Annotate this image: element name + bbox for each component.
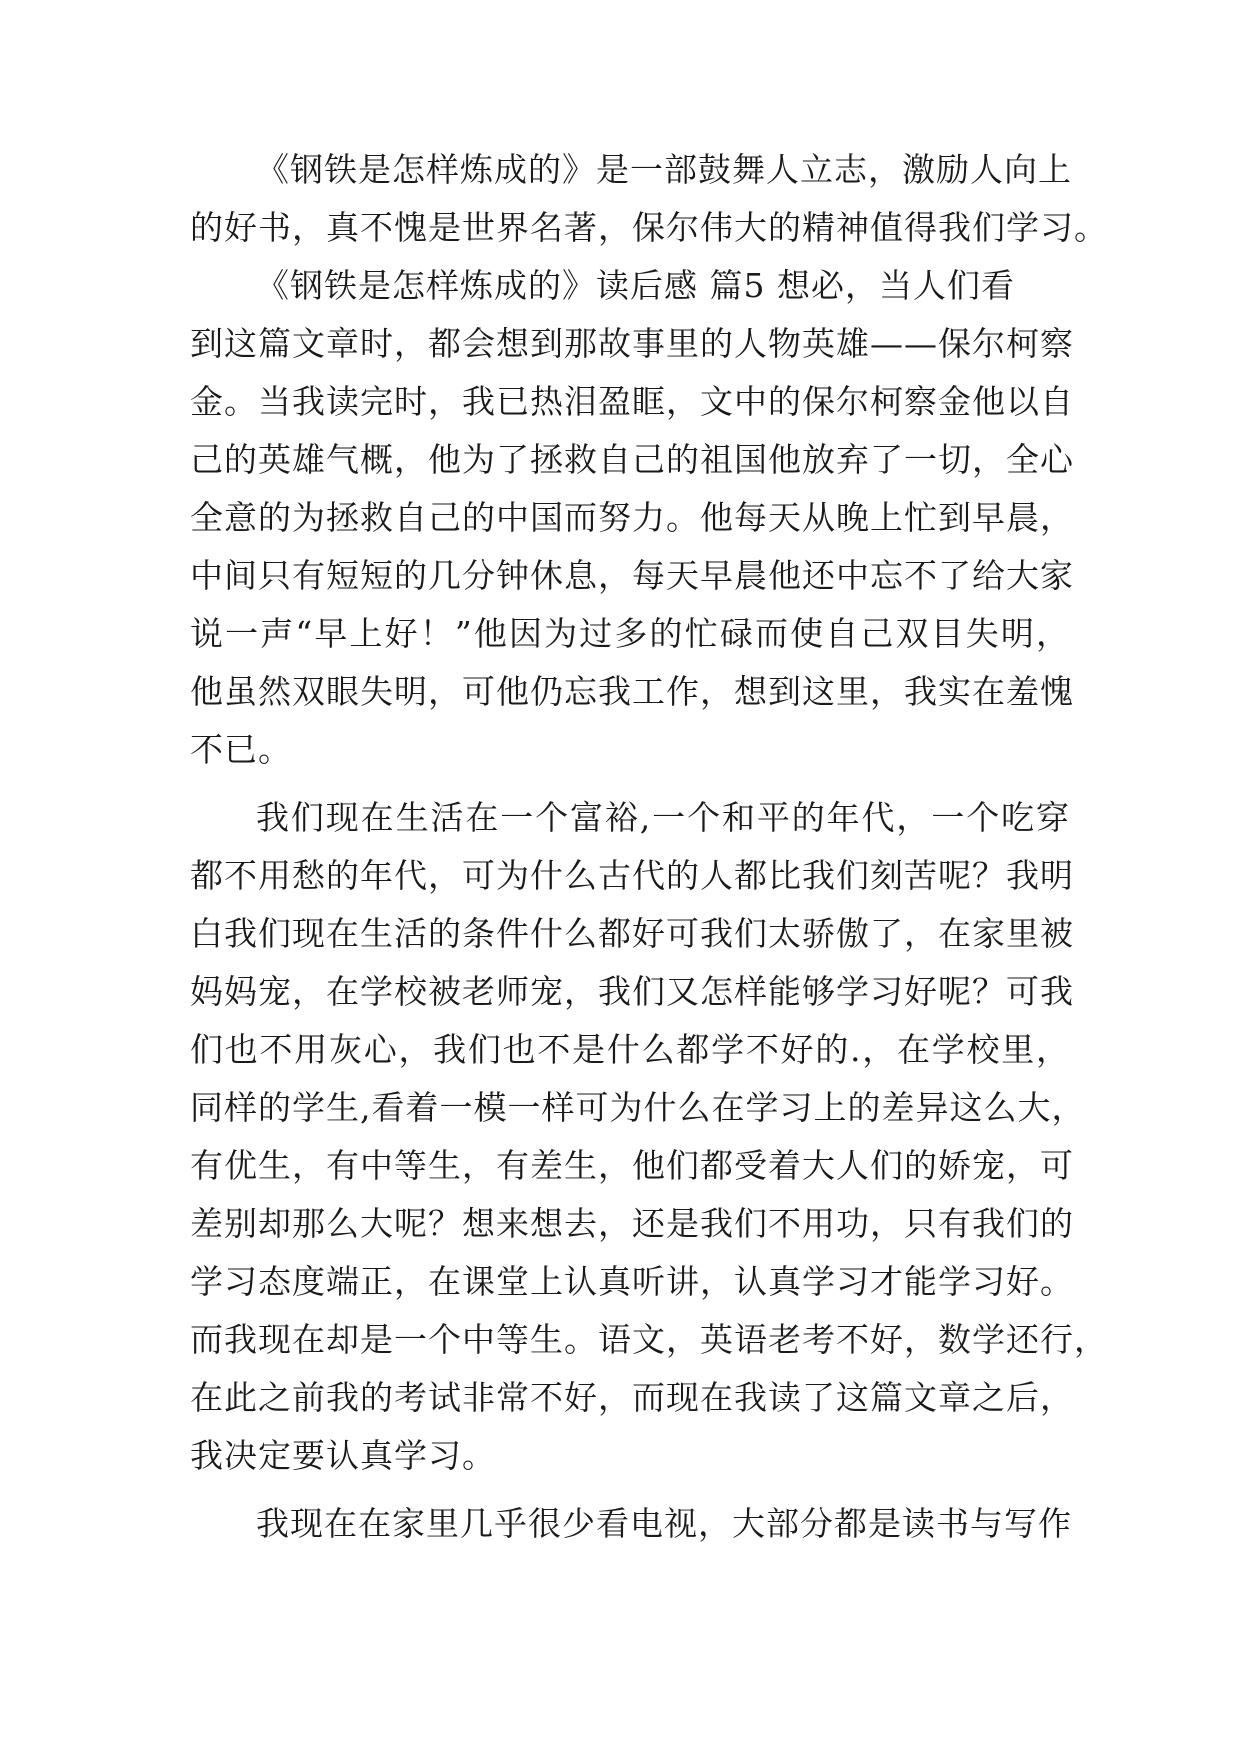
text-line: 我现在在家里几乎很少看电视，大部分都是读书与写作 bbox=[256, 1504, 1072, 1543]
text-line: 我们现在生活在一个富裕,一个和平的年代，一个吃穿 bbox=[256, 798, 1070, 837]
text-line: 有优生，有中等生，有差生，他们都受着大人们的娇宠，可 bbox=[190, 1146, 1074, 1185]
text-line: 金。当我读完时，我已热泪盈眶，文中的保尔柯察金他以自 bbox=[190, 382, 1074, 421]
text-line: 到这篇文章时，都会想到那故事里的人物英雄——保尔柯察 bbox=[190, 324, 1074, 363]
text-line: 而我现在却是一个中等生。语文，英语老考不好，数学还行， bbox=[190, 1320, 1108, 1359]
text-line: 不已。 bbox=[190, 730, 292, 769]
text-line: 差别却那么大呢？想来想去，还是我们不用功，只有我们的 bbox=[190, 1204, 1074, 1243]
text-line: 们也不用灰心，我们也不是什么都学不好的.，在学校里， bbox=[190, 1030, 1070, 1069]
text-line: 全意的为拯救自己的中国而努力。他每天从晚上忙到早晨， bbox=[190, 498, 1074, 537]
text-line: 都不用愁的年代，可为什么古代的人都比我们刻苦呢？我明 bbox=[190, 856, 1074, 895]
text-line: 中间只有短短的几分钟休息，每天早晨他还中忘不了给大家 bbox=[190, 556, 1074, 595]
text-line: 同样的学生,看着一模一样可为什么在学习上的差异这么大， bbox=[190, 1088, 1086, 1127]
text-line: 的好书，真不愧是世界名著，保尔伟大的精神值得我们学习。 bbox=[190, 208, 1108, 247]
text-line: 在此之前我的考试非常不好，而现在我读了这篇文章之后， bbox=[190, 1378, 1074, 1417]
text-line: 我决定要认真学习。 bbox=[190, 1436, 496, 1475]
text-line: 妈妈宠，在学校被老师宠，我们又怎样能够学习好呢？可我 bbox=[190, 972, 1074, 1011]
text-line: 学习态度端正，在课堂上认真听讲，认真学习才能学习好。 bbox=[190, 1262, 1074, 1301]
text-line: 说一声“早上好！”他因为过多的忙碌而使自己双目失明， bbox=[190, 614, 1070, 653]
text-line: 《钢铁是怎样炼成的》读后感 篇5 想必，当人们看 bbox=[256, 266, 1015, 305]
text-line: 己的英雄气概，他为了拯救自己的祖国他放弃了一切，全心 bbox=[190, 440, 1074, 479]
text-line: 白我们现在生活的条件什么都好可我们太骄傲了，在家里被 bbox=[190, 914, 1074, 953]
text-line: 他虽然双眼失明，可他仍忘我工作，想到这里，我实在羞愧 bbox=[190, 672, 1074, 711]
text-line: 《钢铁是怎样炼成的》是一部鼓舞人立志，激励人向上 bbox=[256, 150, 1072, 189]
